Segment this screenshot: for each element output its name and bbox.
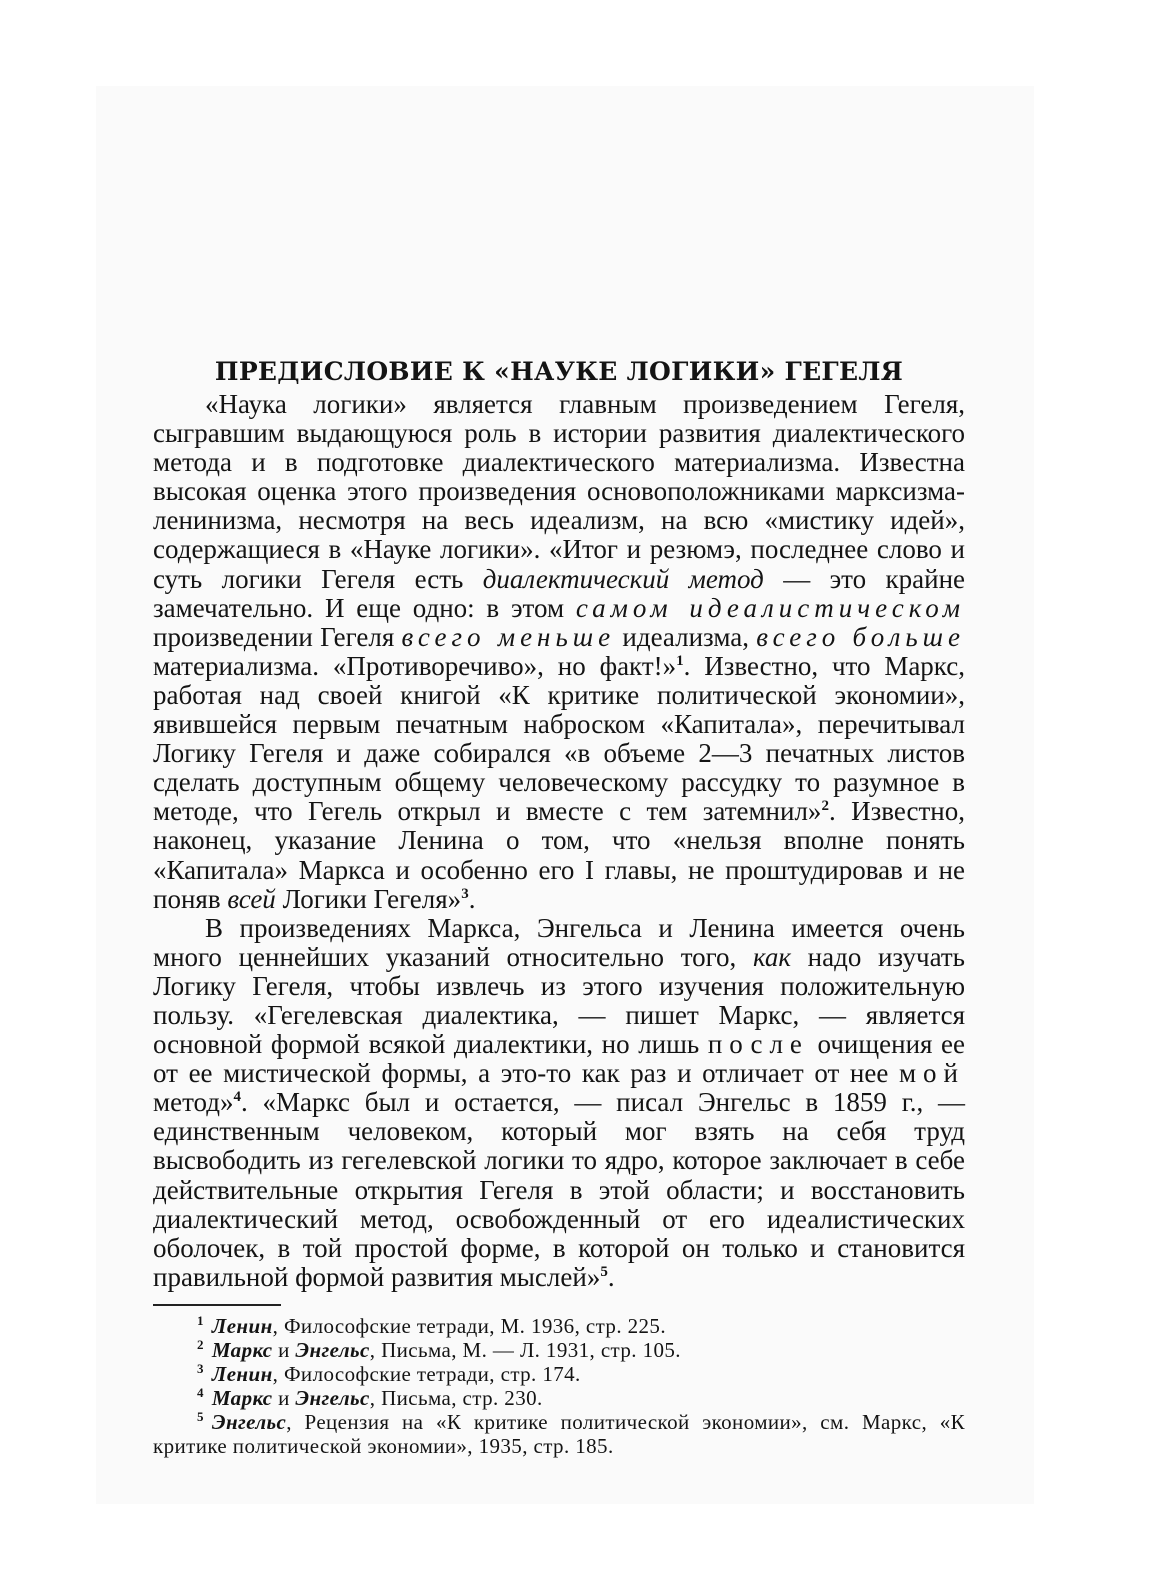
footnote-number: 4 <box>197 1384 204 1400</box>
footnote <box>153 1386 965 1410</box>
italic-run: всей <box>227 883 276 914</box>
page-title: ПРЕДИСЛОВИЕ К «НАУКЕ ЛОГИКИ» ГЕГЕЛЯ <box>214 357 904 386</box>
footnote-author: Энгельс <box>295 1337 370 1362</box>
spaced-italic-run: всего больше <box>756 621 965 652</box>
text-run: . «Маркс был и остается, — писал Энгельс в 1859 г., — единственным человеком, который мог взять на себя труд высвободить из гегелевской логики то ядро, которое заключает в себе действительные открытия Гегеля в этой области; и восстановить диалектический метод, освобожденный от его идеалистических оболочек, в той простой форме, в которой он только и становится правильной формой развития мыслей» <box>153 1087 965 1292</box>
text-run: произведении Гегеля <box>153 621 402 652</box>
text-run: . <box>468 883 476 914</box>
footnote-number: 1 <box>197 1312 204 1328</box>
spaced-run: мой <box>898 1058 965 1089</box>
spaced-italic-run: всего меньше <box>401 621 616 652</box>
footnote-text: , Философские тетради, М. 1936, стр. 225. <box>272 1313 666 1338</box>
footnote <box>153 1338 965 1362</box>
text-run: очищения ее от ее мистической формы, а это-то как раз и отличает от нее <box>153 1029 966 1089</box>
italic-run: как <box>752 941 792 972</box>
footnote-author: Маркс <box>211 1337 273 1362</box>
italic-run: диалектический метод <box>482 563 764 594</box>
footnotes <box>153 1314 965 1458</box>
text-run: . Известно, наконец, указание Ленина о том, что «нельзя вполне понять «Капитала» Маркса и особенно его I главы, не проштудировав и не поняв <box>153 796 965 914</box>
footnote-text: , Философские тетради, стр. 174. <box>272 1361 581 1386</box>
text-run: материализма. «Противоречиво», но факт!» <box>153 650 677 681</box>
footnote-ref[interactable]: 2 <box>821 798 829 815</box>
footnote-author: Ленин <box>211 1313 273 1338</box>
document-body <box>153 358 965 1458</box>
footnote-ref[interactable]: 3 <box>461 885 469 902</box>
footnote-ref[interactable]: 4 <box>233 1089 241 1106</box>
footnote-author: Энгельс <box>295 1385 370 1410</box>
text-run: В произведениях Маркса, Энгельса и Ленина имеется очень много ценнейших указаний относительно того, <box>153 912 965 972</box>
text-run: . <box>607 1261 615 1292</box>
spaced-italic-run: самом идеалистическом <box>575 592 966 623</box>
paragraph-1 <box>153 390 965 914</box>
footnote-text: , Рецензия на «К критике политической экономии», см. Маркс, «К критике политической экономии», 1935, стр. 185. <box>153 1409 965 1458</box>
text-run: — это крайне замечательно. И еще одно: в этом <box>153 563 965 623</box>
footnote-text: и <box>272 1385 296 1410</box>
text-run: идеализма, <box>615 621 757 652</box>
footnote-ref[interactable]: 1 <box>676 652 684 669</box>
footnote-author: Маркс <box>211 1385 273 1410</box>
spaced-run: после <box>707 1029 809 1060</box>
footnote-text: , Письма, М. — Л. 1931, стр. 105. <box>369 1337 681 1362</box>
footnote-divider <box>153 1304 281 1306</box>
footnote-text: и <box>272 1337 296 1362</box>
footnote <box>153 1410 965 1458</box>
footnote-author: Энгельс <box>211 1409 287 1434</box>
footnote-number: 5 <box>197 1408 204 1424</box>
footnote <box>153 1362 965 1386</box>
footnote-ref[interactable]: 5 <box>600 1263 608 1280</box>
text-run: . Известно, что Маркс, работая над своей книгой «К критике политической экономии», явившейся первым печатным наброском «Капитала», перечитывал Логику Гегеля и даже собирался «в объеме 2—3 печатных листов сделать доступным общему человеческому рассудку то разумное в методе, что Гегель открыл и вместе с тем затемнил» <box>153 650 965 827</box>
paragraph-2 <box>153 914 965 1292</box>
footnote-number: 2 <box>197 1336 204 1352</box>
text-run: «Наука логики» является главным произведением Гегеля, сыгравшим выдающуюся роль в истории развития диалектического метода и в подготовке диалектического материализма. Известна высокая оценка этого произведения основоположниками марксизма-ленинизма, несмотря на весь идеализм, на всю «мистику идей», содержащиеся в «Науке логики». «Итог и резюмэ, последнее слово и суть логики Гегеля есть <box>153 389 965 594</box>
footnote-number: 3 <box>197 1360 204 1376</box>
footnote <box>153 1314 965 1338</box>
text-run: надо изучать Логику Гегеля, чтобы извлечь из этого изучения положительную пользу. «Гегелевская диалектика, — пишет Маркс, — является основной формой всякой диалектики, но лишь <box>153 941 965 1060</box>
text-run: Логики Гегеля» <box>275 883 462 914</box>
text-run: метод» <box>153 1087 234 1118</box>
footnote-author: Ленин <box>211 1361 273 1386</box>
footnote-text: , Письма, стр. 230. <box>369 1385 543 1410</box>
